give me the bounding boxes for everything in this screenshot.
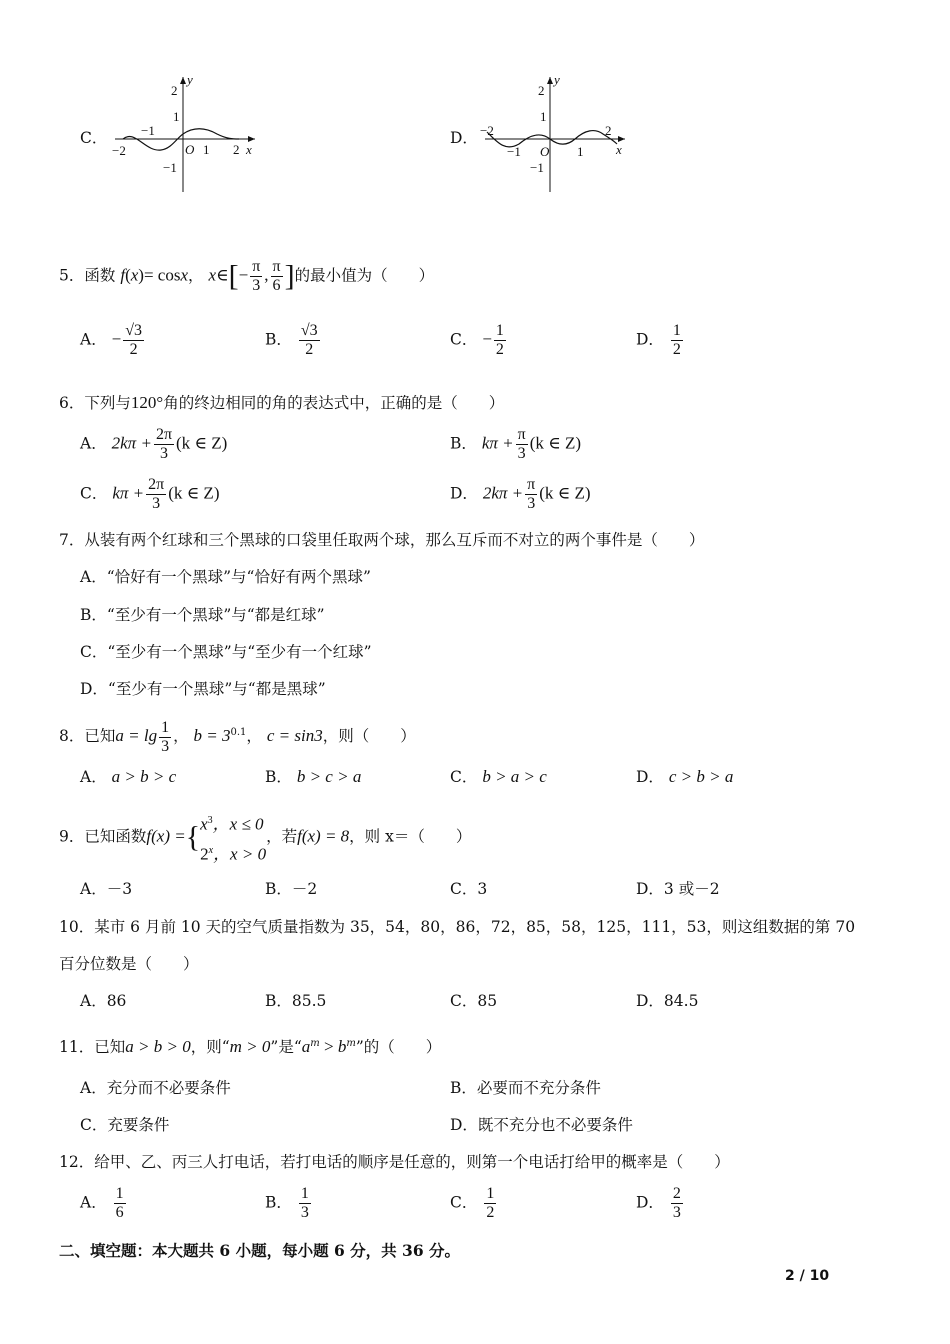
page-number: 2 / 10 [785, 1268, 830, 1284]
q5-option-a: A． − $\frac{√3}{2}$ [80, 322, 143, 358]
graph-option-d [475, 72, 635, 197]
q8-option-a: A． a > b > c [80, 767, 177, 786]
d-tick-xm2: −2 [480, 123, 494, 138]
question-12: 12．给甲、乙、丙三人打电话，若打电话的顺序是任意的，则第一个电话打给甲的概率是（ ） [59, 1153, 730, 1171]
c-axis-x: x [246, 142, 252, 157]
q11-option-c: C．充要条件 [80, 1116, 170, 1134]
c-tick-ym1: −1 [163, 160, 177, 175]
question-10-line2: 百分位数是（ ） [59, 955, 199, 973]
q11-option-b: B．必要而不充分条件 [450, 1079, 601, 1097]
q7-option-b: B．“至少有一个黑球”与“都是红球” [80, 606, 325, 624]
c-tick-x2: 2 [233, 142, 240, 157]
d-tick-x1: 1 [577, 144, 584, 159]
q7-option-d: D．“至少有一个黑球”与“都是黑球” [80, 680, 326, 698]
c-tick-xm2: −2 [112, 143, 126, 158]
question-8: 8．已知a = lg $\frac{1}{3}$ ， $b = 3^{0.1}$， c = sin3，则（ ） [59, 718, 416, 755]
q8-option-b: B． b > c > a [265, 767, 362, 786]
c-tick-y2: 2 [171, 83, 178, 98]
d-tick-x2: 2 [605, 123, 612, 138]
q5-option-b: B． $\frac{√3}{2}$ [265, 322, 318, 358]
q8-option-d: D． c > b > a [636, 767, 734, 786]
c-tick-xm1: −1 [141, 123, 155, 138]
d-tick-xm1: −1 [507, 144, 521, 159]
q5-option-c: C． − $\frac{1}{2}$ [450, 322, 504, 358]
question-11: 11．已知a > b > 0，则“m > 0”是“$a^m > b^m$”的（ ） [59, 1037, 442, 1057]
d-tick-y2: 2 [538, 83, 545, 98]
q6-option-c: C． kπ + $\frac{2\pi}{3}$ (k ∈ Z) [80, 476, 220, 512]
section-2-heading: 二、填空题：本大题共 6 小题，每小题 6 分，共 36 分。 [59, 1241, 461, 1260]
d-tick-y1: 1 [540, 109, 547, 124]
q7-option-c: C．“至少有一个黑球”与“至少有一个红球” [80, 643, 372, 661]
q11-option-d: D．既不充分也不必要条件 [450, 1116, 633, 1134]
c-tick-x1: 1 [203, 142, 210, 157]
q9-option-c: C．3 [450, 880, 488, 898]
q12-option-d: D． $\frac{2}{3}$ [636, 1185, 681, 1221]
q9-option-b: B．－2 [265, 880, 318, 898]
q6-option-a: A． 2kπ + $\frac{2\pi}{3}$ (k ∈ Z) [80, 426, 228, 462]
q6-option-d: D． 2kπ + $\frac{\pi}{3}$ (k ∈ Z) [450, 476, 591, 512]
c-tick-y1: 1 [173, 109, 180, 124]
q12-option-b: B． $\frac{1}{3}$ [265, 1185, 309, 1221]
q7-option-a: A．“恰好有一个黑球”与“恰好有两个黑球” [80, 568, 371, 586]
d-origin: O [540, 144, 550, 159]
q10-option-c: C．85 [450, 992, 498, 1010]
q5-option-d: D． $\frac{1}{2}$ [636, 322, 681, 358]
q12-option-c: C． $\frac{1}{2}$ [450, 1185, 495, 1221]
option-d-label: D． [450, 129, 478, 147]
q10-option-b: B．85.5 [265, 992, 327, 1010]
d-tick-ym1: −1 [530, 160, 544, 175]
q9-option-d: D．3 或－2 [636, 880, 720, 898]
question-6: 6．下列与120°角的终边相同的角的表达式中，正确的是（ ） [59, 393, 505, 412]
q6-option-b: B． kπ + $\frac{\pi}{3}$ (k ∈ Z) [450, 426, 581, 462]
option-c-label: C． [80, 129, 108, 147]
d-axis-x: x [616, 142, 622, 157]
q9-option-a: A．－3 [80, 880, 133, 898]
q11-option-a: A．充分而不必要条件 [80, 1079, 231, 1097]
q10-option-d: D．84.5 [636, 992, 699, 1010]
d-axis-y: y [554, 72, 560, 87]
question-7: 7．从装有两个红球和三个黑球的口袋里任取两个球，那么互斥而不对立的两个事件是（ ） [59, 531, 705, 549]
q10-option-a: A．86 [80, 992, 127, 1010]
graph-option-c [105, 72, 265, 197]
question-9: 9．已知函数f(x) ={ $x^3$，x ≤ 0 2$^x$，x > 0 ，若f(x) = 8，则 x＝（ ） [59, 814, 472, 864]
q8-option-c: C． b > a > c [450, 767, 547, 786]
question-10: 10．某市 6 月前 10 天的空气质量指数为 35，54，80，86，72，85，58，125，111，53，则这组数据的第 70 [59, 918, 856, 936]
c-axis-y: y [187, 72, 193, 87]
q12-option-a: A． $\frac{1}{6}$ [80, 1185, 124, 1221]
c-origin: O [185, 142, 195, 157]
question-5: 5．函数 f(x)= cosx， x∈[− $\frac{\pi}{3}$ , $\frac{\pi}{6}$ ]的最小值为（ ） [59, 258, 435, 294]
